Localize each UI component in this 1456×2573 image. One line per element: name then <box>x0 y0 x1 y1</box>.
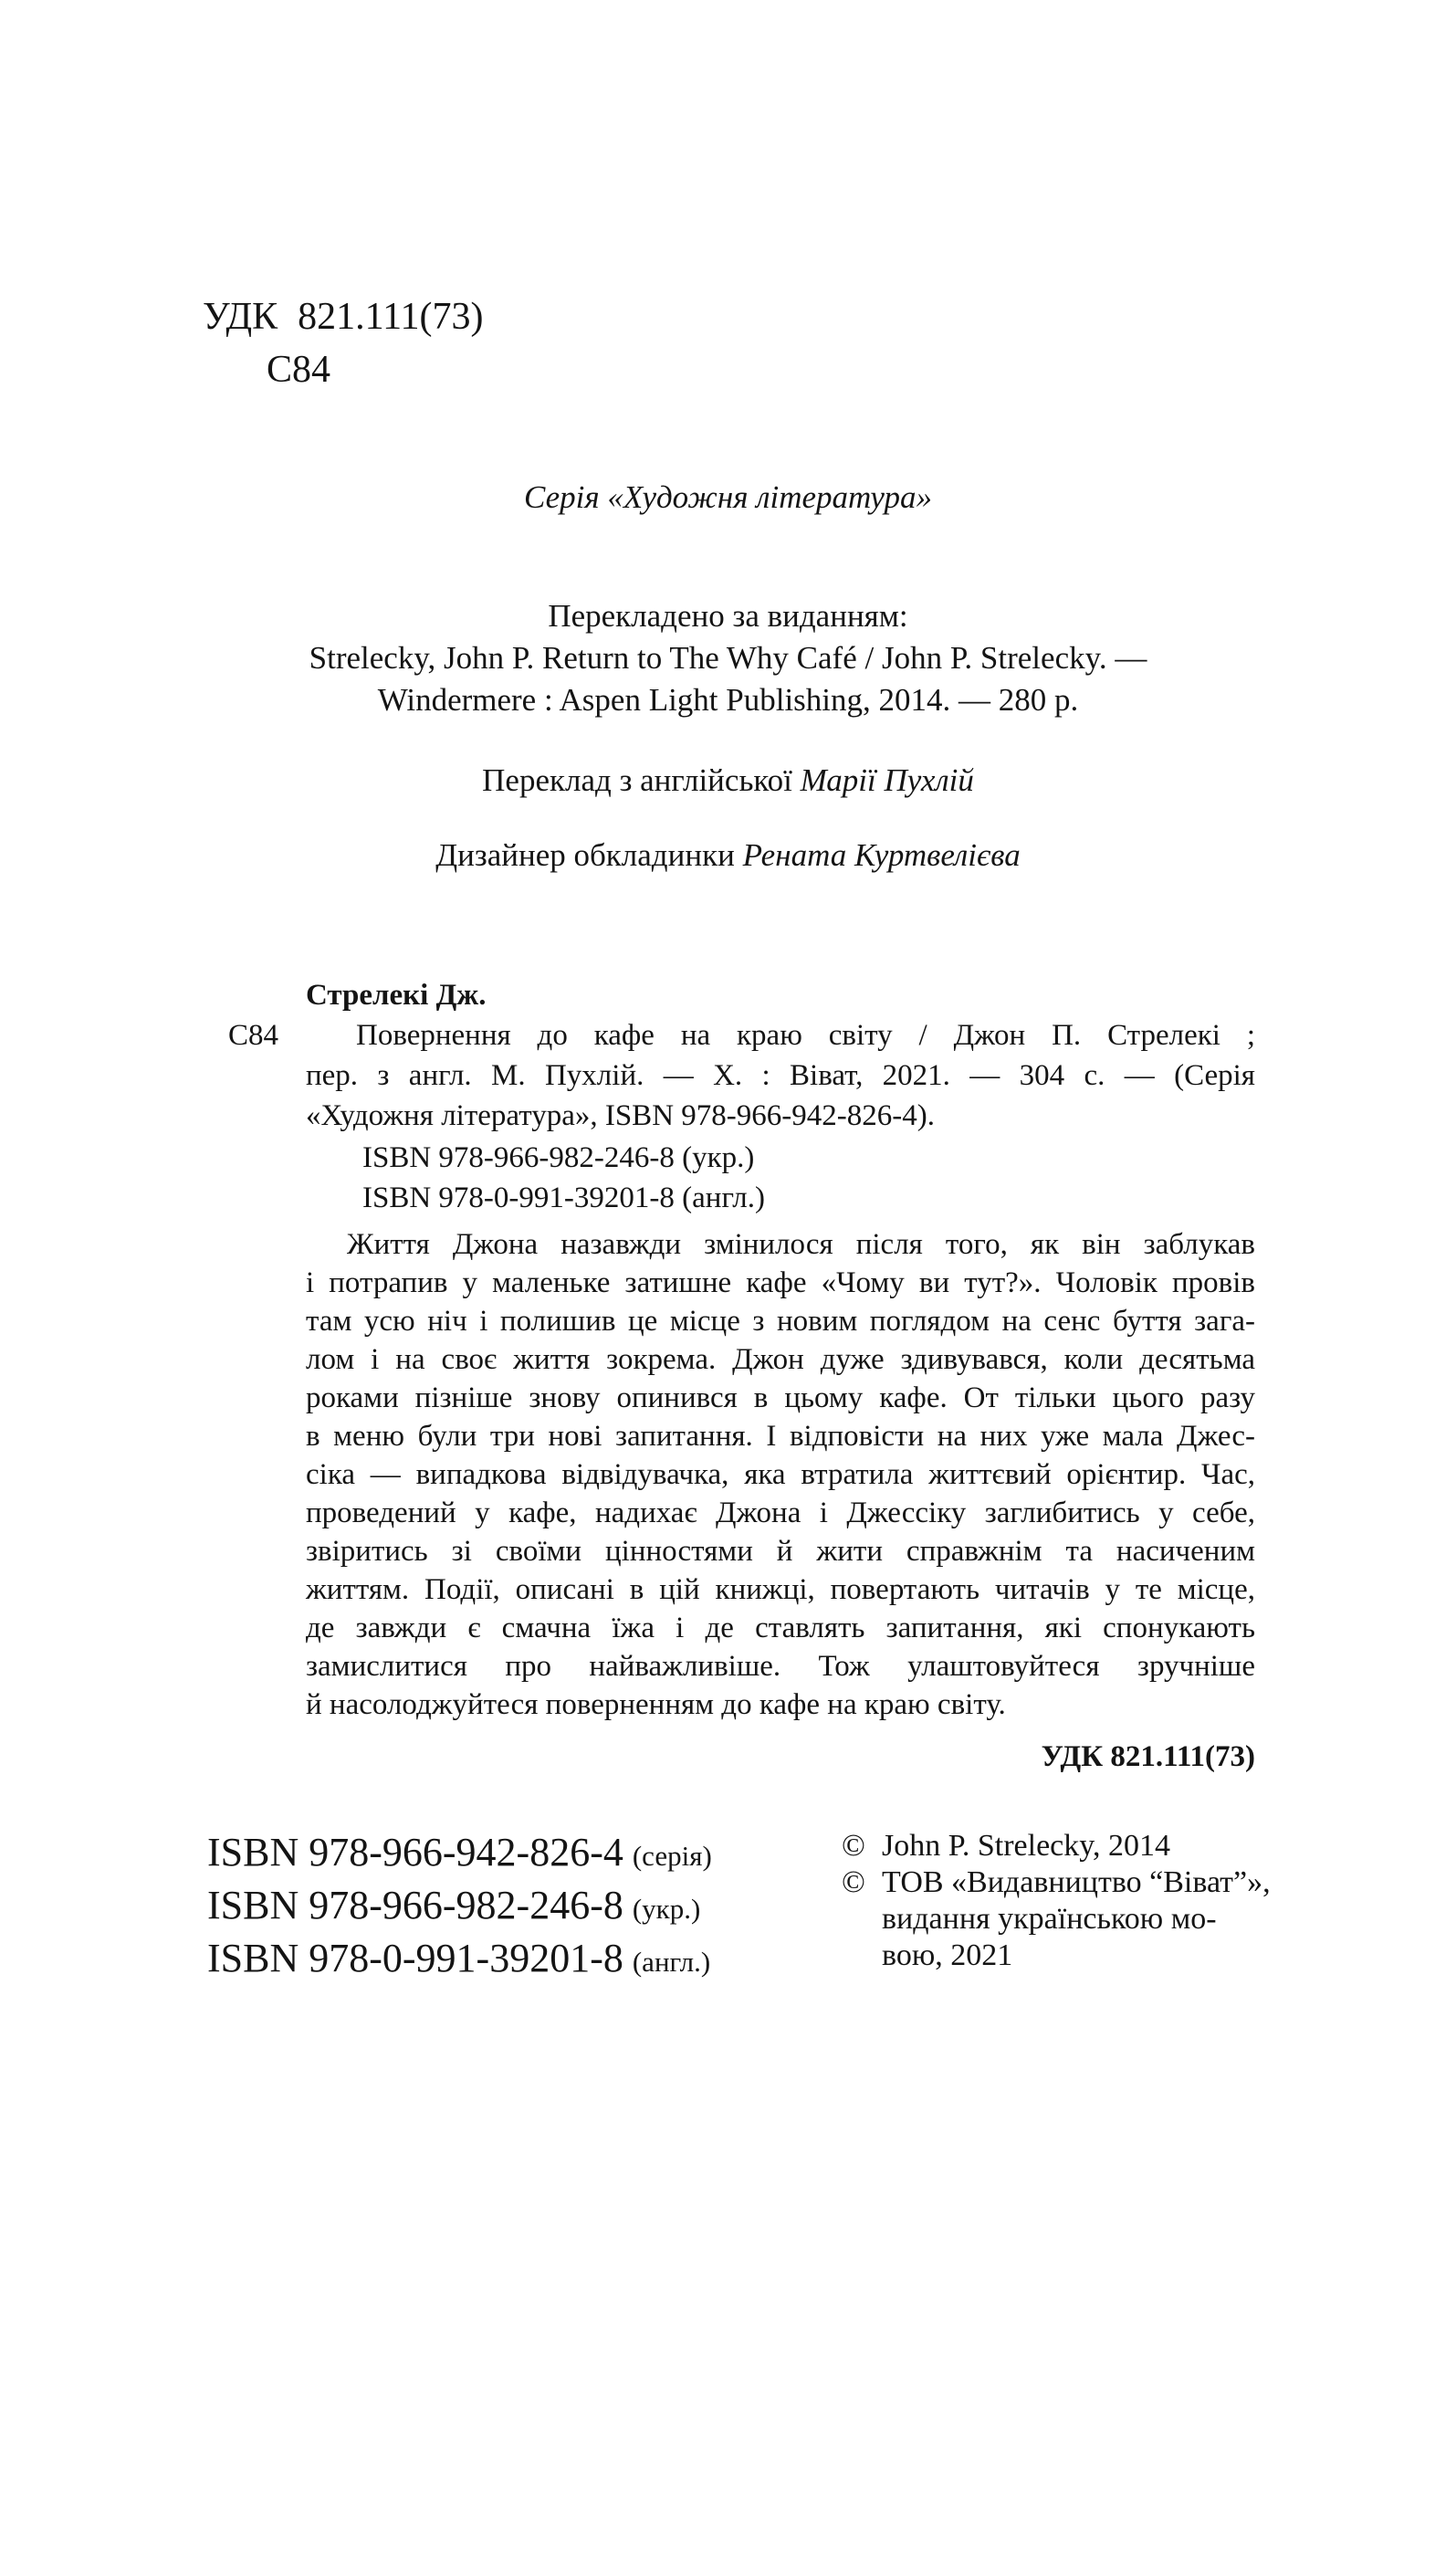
footer-isbn-english <box>207 1934 842 1987</box>
edition-source-line-1: Strelecky, John P. Return to The Why Café / John P. Strelecky. — <box>309 640 1147 676</box>
udc-label: УДК <box>203 296 278 338</box>
card-margin-code: С84 <box>228 1019 279 1052</box>
author-code-line <box>203 343 1456 396</box>
annotation-line: там усю ніч і полишив це місце з новим поглядом на сенс буття зага- <box>306 1305 1255 1338</box>
bib-line: «Художня література», ISBN 978-966-942-826-4). <box>306 1099 935 1132</box>
isbn-number: ISBN 978-0-991-39201-8 <box>207 1936 623 1980</box>
udc-number: 821.111(73) <box>298 296 484 338</box>
copyright-author <box>842 1828 1271 1864</box>
series-line: Серія «Художня література» <box>523 479 933 515</box>
annotation <box>306 1225 1255 1724</box>
translator-line <box>0 760 1456 802</box>
copyright-line: ТОВ «Видавництво “Віват”», <box>882 1865 1271 1899</box>
imprint-page <box>0 290 1456 2573</box>
footer-isbn-ukrainian <box>207 1881 842 1934</box>
designer-name: Рената Куртвелієва <box>742 837 1021 873</box>
isbn-qualifier: (укр.) <box>632 1893 701 1925</box>
footer-isbn-list <box>207 1828 842 1987</box>
copyright-icon: © <box>842 1865 865 1899</box>
annotation-line: сіка — випадкова відвідувачка, яка втратила життєвий орієнтир. Час, <box>306 1458 1255 1491</box>
card-isbn-block <box>306 1138 1255 1218</box>
annotation-line: життям. Події, описані в цій книжці, повертають читачів у те місце, <box>306 1573 1255 1606</box>
designer-line <box>0 835 1456 877</box>
annotation-line: і потрапив у маленьке затишне кафе «Чому ви тут?». Чоловік провів <box>306 1266 1255 1299</box>
isbn-qualifier: (англ.) <box>632 1946 711 1978</box>
annotation-line: де завжди є смачна їжа і де ставлять запитання, які спонукають <box>306 1612 1255 1644</box>
footer-block <box>0 1828 1456 1987</box>
udc-classification-block <box>203 290 1456 396</box>
annotation-line: звіритись зі своїми цінностями й жити справжнім та насиченим <box>306 1535 1255 1568</box>
copyright-line: John P. Strelecky, 2014 <box>882 1829 1171 1863</box>
bibliographic-description <box>228 1015 1255 1136</box>
designer-prefix: Дизайнер обкладинки <box>435 837 743 873</box>
annotation-line: в меню були три нові запитання. І відповісти на них уже мала Джес- <box>306 1420 1255 1453</box>
card-isbn-english: ISBN 978-0-991-39201-8 (англ.) <box>362 1181 766 1214</box>
edition-source-line-2: Windermere : Aspen Light Publishing, 2014. — 280 p. <box>377 682 1079 718</box>
bib-line: Повернення до кафе на краю світу / Джон П. Стрелекі ; <box>356 1019 1255 1052</box>
edition-heading: Перекладено за виданням: <box>548 598 908 634</box>
copyright-line: вою, 2021 <box>882 1938 1013 1972</box>
annotation-line: роками пізніше знову опинився в цьому кафе. От тільки цього разу <box>306 1381 1255 1414</box>
annotation-line: проведений у кафе, надихає Джона і Джессіку заглибитись у себе, <box>306 1497 1255 1529</box>
footer-isbn-series <box>207 1828 842 1881</box>
annotation-line: й насолоджуйтеся поверненням до кафе на краю світу. <box>306 1688 1006 1721</box>
copyright-text <box>882 1864 1271 1974</box>
annotation-line: Життя Джона назавжди змінилося після того, як він заблукав <box>347 1228 1255 1261</box>
isbn-number: ISBN 978-966-942-826-4 <box>207 1830 623 1875</box>
catalog-card <box>228 975 1255 1777</box>
copyright-line: видання українською мо- <box>882 1902 1217 1936</box>
isbn-qualifier: (серія) <box>632 1840 712 1872</box>
copyright-text <box>882 1828 1170 1864</box>
translator-prefix: Переклад з англійської <box>482 762 801 798</box>
card-isbn-ukrainian: ISBN 978-966-982-246-8 (укр.) <box>362 1141 755 1174</box>
copyright-list <box>842 1828 1271 1974</box>
udc-line <box>203 290 1456 343</box>
isbn-number: ISBN 978-966-982-246-8 <box>207 1883 623 1927</box>
annotation-line: замислитися про найважливіше. Тож улаштовуйтеся зручніше <box>306 1650 1255 1683</box>
author-code: С84 <box>267 349 331 391</box>
bib-line: пер. з англ. М. Пухлій. — Х. : Віват, 2021. — 304 с. — (Серія <box>306 1059 1255 1092</box>
copyright-icon: © <box>842 1829 865 1863</box>
annotation-line: лом і на своє життя зокрема. Джон дуже здивувався, коли десятьма <box>306 1343 1255 1376</box>
udc-bottom: УДК 821.111(73) <box>1041 1740 1255 1773</box>
card-author: Стрелекі Дж. <box>306 979 487 1012</box>
copyright-publisher <box>842 1864 1271 1974</box>
edition-block <box>0 595 1456 721</box>
translator-name: Марії Пухлій <box>800 762 974 798</box>
